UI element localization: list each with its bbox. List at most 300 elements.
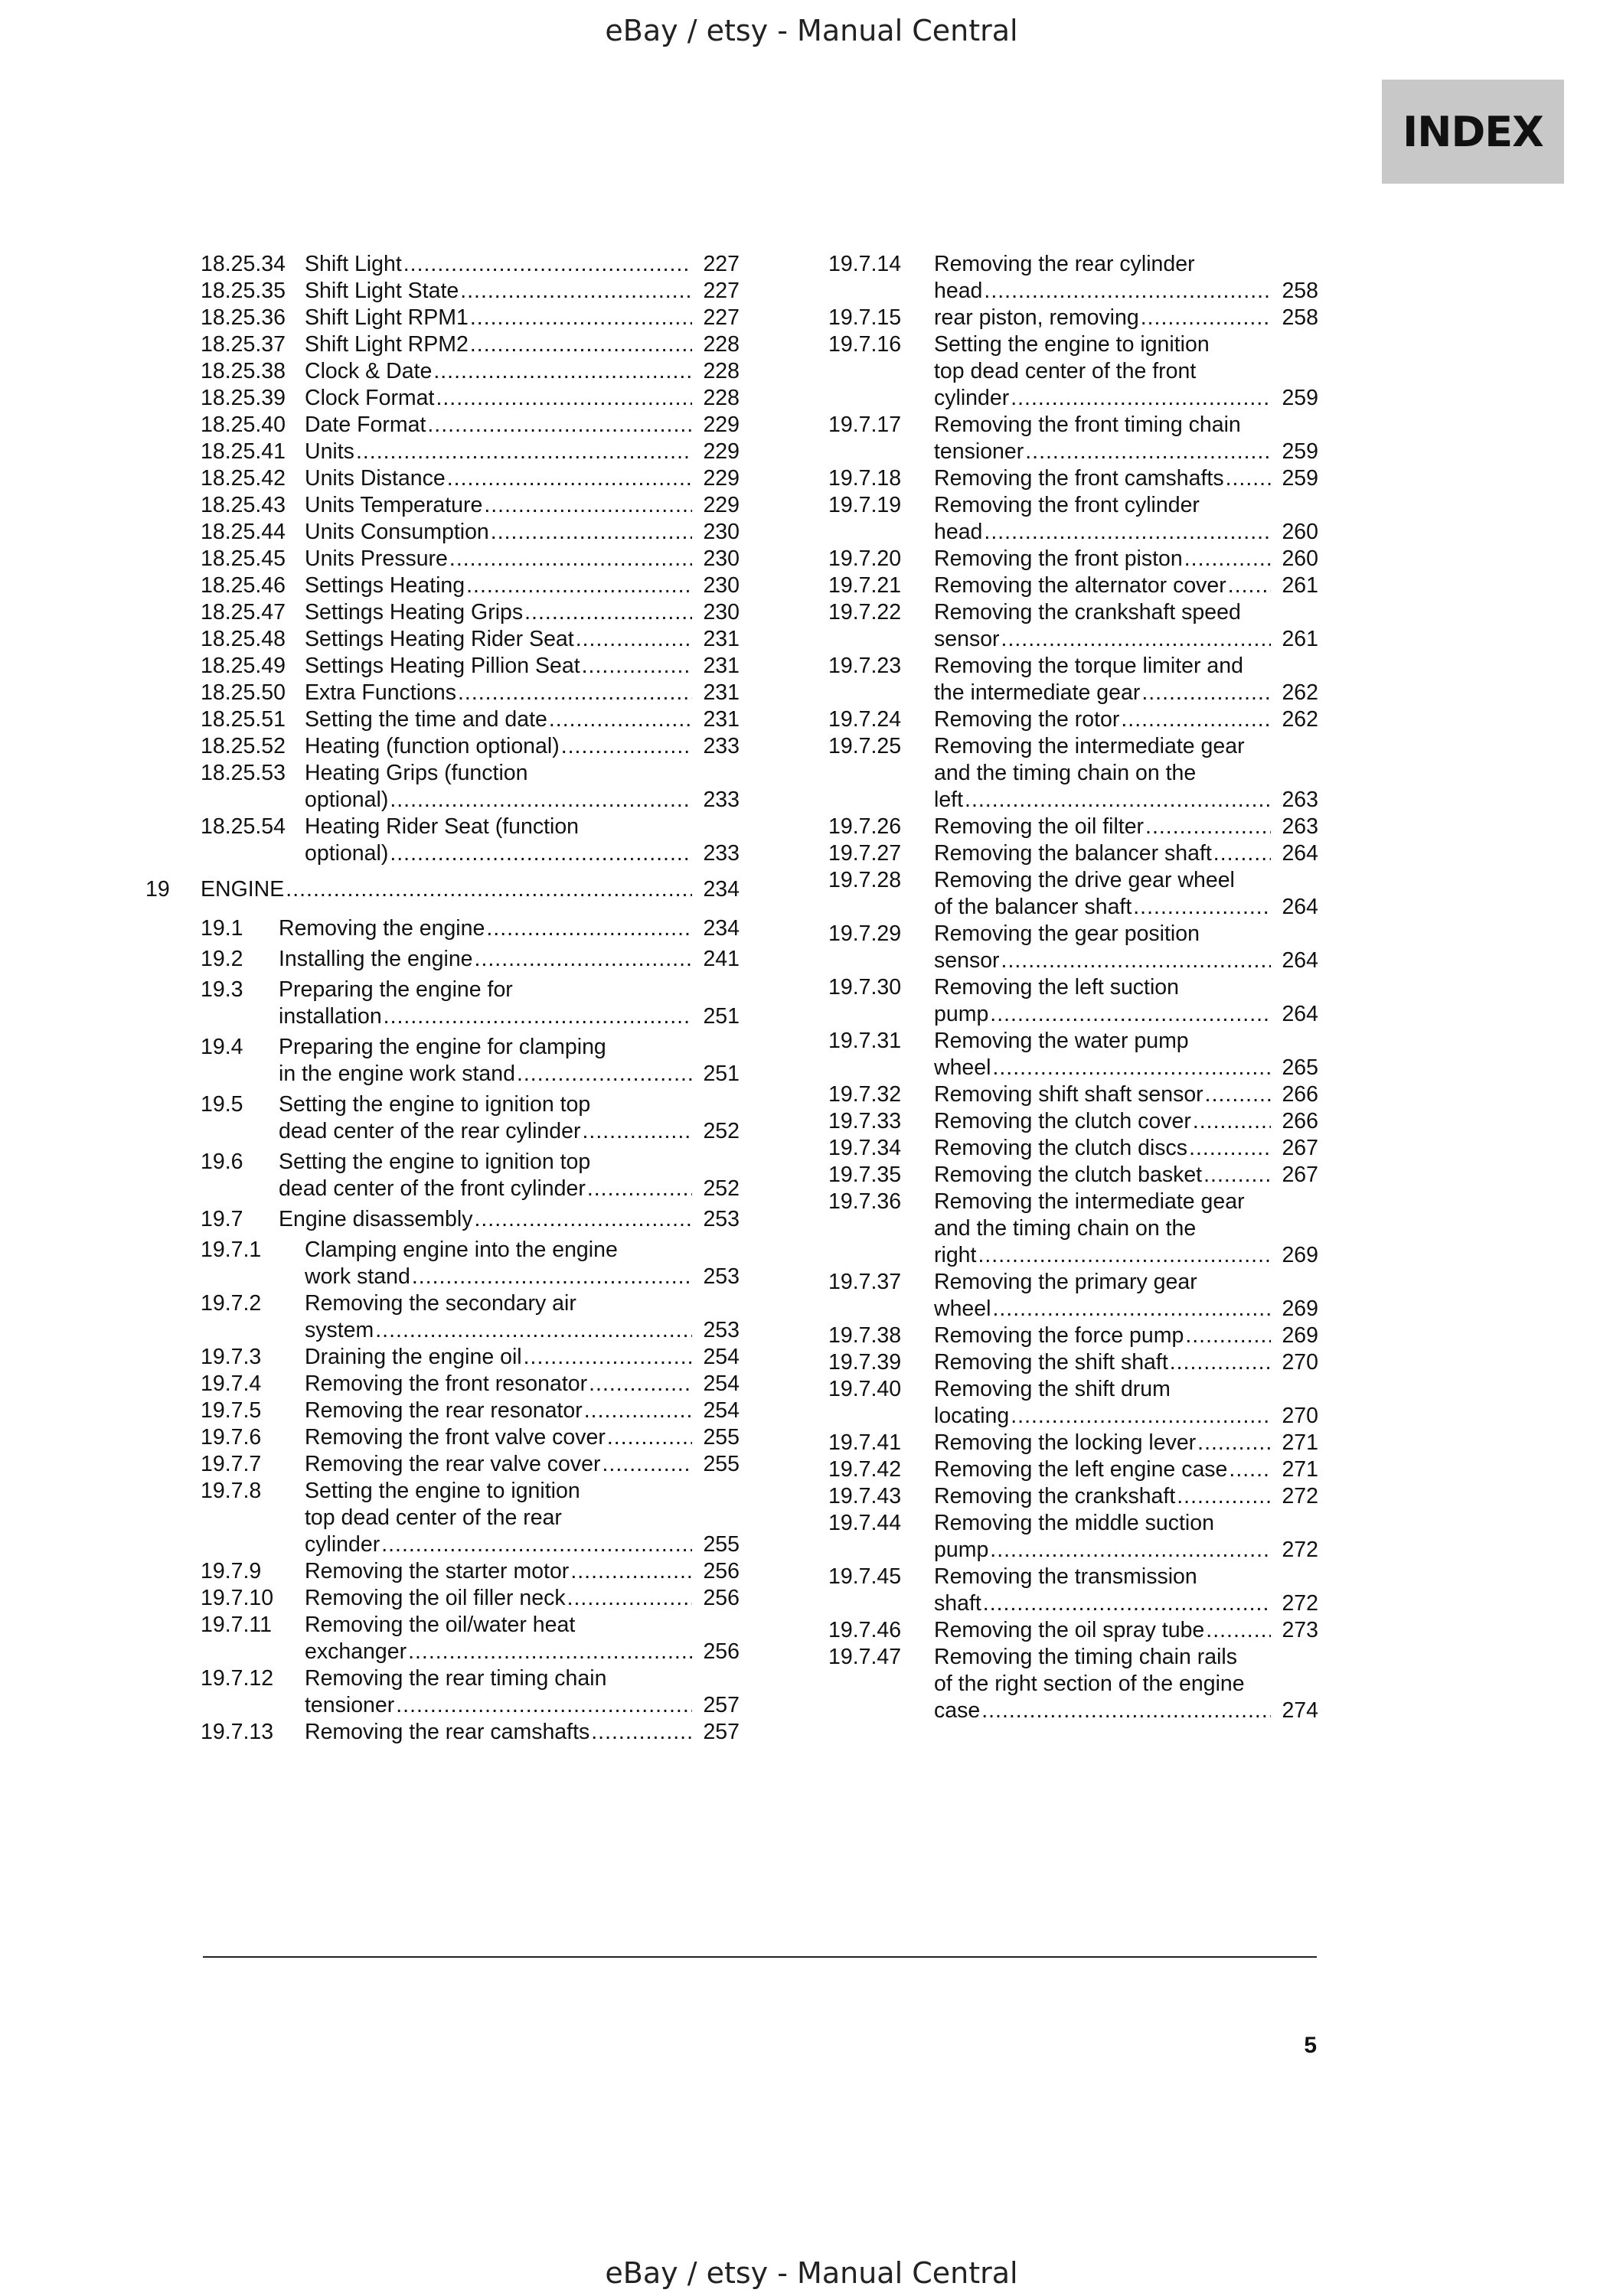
- toc-entry[interactable]: [828, 1135, 1318, 1162]
- toc-entry[interactable]: [828, 1028, 1318, 1081]
- toc-entry-body: [934, 1108, 1318, 1135]
- toc-entry-body: [934, 1189, 1318, 1269]
- toc-entry-last-line: [934, 1403, 1318, 1430]
- toc-entry-page: 271: [1282, 1430, 1318, 1455]
- toc-entry[interactable]: [201, 1034, 740, 1088]
- toc-entry-body: [934, 840, 1318, 867]
- toc-entry-last-line: [305, 653, 740, 680]
- toc-entry-last-line: [305, 1397, 740, 1424]
- toc-entry-number: 19.7.31: [828, 1029, 902, 1053]
- toc-entry[interactable]: [201, 1290, 740, 1344]
- toc-entry-title-line: Units Pressure: [305, 546, 448, 571]
- toc-entry-title-line: Shift Light RPM1: [305, 305, 469, 330]
- toc-entry[interactable]: [201, 1344, 740, 1371]
- toc-entry-page: 264: [1282, 841, 1318, 866]
- toc-entry-title-line: Removing the crankshaft speed: [934, 600, 1241, 625]
- dot-leader: [984, 278, 1271, 305]
- toc-entry-page: 231: [703, 654, 740, 678]
- toc-entry-page: 258: [1282, 305, 1318, 330]
- toc-entry[interactable]: [201, 331, 740, 358]
- toc-entry-last-line: [934, 1590, 1318, 1617]
- toc-entry-title-line: Units Consumption: [305, 520, 489, 544]
- dot-leader: [408, 1639, 692, 1665]
- toc-entry-number: 19.7.19: [828, 493, 902, 517]
- toc-entry[interactable]: [828, 1081, 1318, 1108]
- toc-entry-number: 19.7.38: [828, 1323, 902, 1348]
- toc-entry[interactable]: [828, 1564, 1318, 1617]
- toc-entry[interactable]: [828, 1189, 1318, 1269]
- toc-entry[interactable]: [201, 1397, 740, 1424]
- toc-entry[interactable]: [828, 599, 1318, 653]
- toc-entry-body: [279, 977, 740, 1030]
- toc-entry-number: 19.5: [201, 1092, 243, 1117]
- toc-entry-page: 231: [703, 627, 740, 651]
- toc-entry[interactable]: [201, 760, 740, 814]
- toc-entry-body: [201, 876, 740, 903]
- toc-entry[interactable]: [201, 1091, 740, 1145]
- toc-entry-last-line: [934, 1456, 1318, 1483]
- toc-entry-page: 263: [1282, 788, 1318, 812]
- toc-entry-title-line: Date Format: [305, 413, 426, 437]
- toc-entry-last-line: [934, 572, 1318, 599]
- toc-entry-last-line: [934, 1001, 1318, 1028]
- toc-entry-last-line: [305, 358, 740, 385]
- dot-leader: [582, 653, 692, 680]
- dot-leader: [570, 1558, 692, 1585]
- toc-entry-number: 18.25.39: [201, 386, 286, 410]
- dot-leader: [584, 1397, 692, 1424]
- toc-entry[interactable]: [828, 251, 1318, 305]
- toc-entry-body: [305, 385, 740, 412]
- toc-entry-body: [934, 706, 1318, 733]
- toc-entry[interactable]: [828, 1644, 1318, 1724]
- toc-entry-title-line: Removing the intermediate gear: [934, 1189, 1245, 1214]
- index-tab: INDEX: [1382, 80, 1564, 184]
- toc-entry-page: 257: [703, 1720, 740, 1744]
- toc-entry-page: 254: [703, 1398, 740, 1423]
- toc-entry-page: 260: [1282, 546, 1318, 571]
- toc-entry-number: 18.25.46: [201, 573, 286, 598]
- toc-entry[interactable]: [828, 733, 1318, 814]
- toc-entry-body: [305, 653, 740, 680]
- toc-entry-last-line: [305, 626, 740, 653]
- toc-entry[interactable]: [828, 1483, 1318, 1510]
- toc-entry-title-line: of the balancer shaft: [934, 895, 1132, 919]
- toc-entry-title-line: work stand: [305, 1264, 410, 1289]
- dot-leader: [449, 546, 692, 572]
- toc-entry-body: [934, 1483, 1318, 1510]
- dot-leader: [375, 1317, 692, 1344]
- toc-entry-body: [305, 1397, 740, 1424]
- toc-entry[interactable]: [201, 465, 740, 492]
- toc-entry[interactable]: [201, 251, 740, 278]
- toc-entry[interactable]: [828, 572, 1318, 599]
- toc-entry[interactable]: [828, 974, 1318, 1028]
- toc-entry-page: 228: [703, 359, 740, 383]
- toc-entry-title-line: Removing the locking lever: [934, 1430, 1197, 1455]
- toc-entry[interactable]: [828, 1108, 1318, 1135]
- toc-entry-title-line: Setting the time and date: [305, 707, 547, 732]
- toc-entry[interactable]: [201, 915, 740, 942]
- toc-entry-number: 19.7.26: [828, 814, 902, 839]
- toc-entry-last-line: [305, 733, 740, 760]
- toc-entry-page: 241: [703, 947, 740, 971]
- toc-entry-title-line: Removing the secondary air: [305, 1291, 576, 1316]
- toc-entry[interactable]: [828, 706, 1318, 733]
- dot-leader: [286, 876, 692, 903]
- toc-entry[interactable]: [828, 653, 1318, 706]
- toc-entry-number: 19.7.23: [828, 654, 902, 678]
- toc-entry-last-line: [934, 1483, 1318, 1510]
- toc-entry-body: [305, 439, 740, 465]
- toc-entry-page: 265: [1282, 1055, 1318, 1080]
- toc-entry-last-line: [934, 305, 1318, 331]
- toc-entry-title-line: Removing the oil filter: [934, 814, 1145, 839]
- toc-entry-title-line: Clock & Date: [305, 359, 433, 383]
- toc-entry-title-line: Settings Heating Pillion Seat: [305, 654, 580, 678]
- dot-leader: [1203, 1162, 1271, 1189]
- dot-leader: [390, 787, 692, 814]
- toc-entry-body: [305, 1371, 740, 1397]
- toc-entry-page: 262: [1282, 707, 1318, 732]
- toc-entry-title-line: head: [934, 279, 983, 303]
- toc-entry[interactable]: [828, 867, 1318, 921]
- toc-entry[interactable]: [828, 840, 1318, 867]
- toc-entry-title-line: Removing the transmission: [934, 1564, 1197, 1589]
- toc-entry-page: 234: [703, 877, 740, 902]
- dot-leader: [981, 1698, 1271, 1724]
- toc-entry-last-line: [305, 305, 740, 331]
- toc-entry-title-line: Preparing the engine for: [279, 977, 513, 1002]
- toc-entry[interactable]: [201, 599, 740, 626]
- toc-entry-last-line: [305, 599, 740, 626]
- toc-entry[interactable]: [201, 1665, 740, 1719]
- toc-entry-number: 19.7.35: [828, 1163, 902, 1187]
- dot-leader: [561, 733, 692, 760]
- toc-entry-title-line: Removing the left engine case: [934, 1457, 1228, 1482]
- toc-entry-title-line: Removing the clutch discs: [934, 1136, 1188, 1160]
- toc-entry-last-line: [305, 412, 740, 439]
- dot-leader: [470, 331, 692, 358]
- toc-entry-body: [305, 572, 740, 599]
- toc-entry-title-line: ENGINE: [201, 877, 285, 902]
- toc-entry-number: 19.7.12: [201, 1666, 274, 1691]
- toc-entry-body: [305, 1612, 740, 1665]
- toc-entry-number: 19.7.1: [201, 1238, 262, 1262]
- dot-leader: [1189, 1135, 1271, 1162]
- toc-entry[interactable]: [201, 946, 740, 973]
- toc-entry-last-line: [934, 680, 1318, 706]
- toc-entry-page: 229: [703, 466, 740, 491]
- toc-entry-page: 253: [703, 1318, 740, 1342]
- toc-entry-title-line: Removing the intermediate gear: [934, 734, 1245, 758]
- toc-entry-page: 233: [703, 734, 740, 758]
- header-watermark: eBay / etsy - Manual Central: [605, 14, 1018, 47]
- toc-entry-title-line: Removing the crankshaft: [934, 1484, 1176, 1508]
- toc-entry-page: 266: [1282, 1109, 1318, 1133]
- toc-entry-title-line: cylinder: [934, 386, 1010, 410]
- toc-entry-number: 18.25.40: [201, 413, 286, 437]
- toc-entry-last-line: [934, 840, 1318, 867]
- toc-entry[interactable]: [828, 1349, 1318, 1376]
- toc-entry-number: 19.7.32: [828, 1082, 902, 1107]
- toc-entry[interactable]: [201, 1424, 740, 1451]
- dot-leader: [607, 1424, 692, 1451]
- toc-entry[interactable]: [828, 305, 1318, 331]
- toc-entry-body: [305, 546, 740, 572]
- toc-entry-page: 251: [703, 1062, 740, 1086]
- toc-entry[interactable]: [201, 305, 740, 331]
- toc-entry[interactable]: [201, 1149, 740, 1202]
- dot-leader: [591, 1719, 692, 1746]
- toc-entry[interactable]: [201, 1478, 740, 1558]
- toc-entry[interactable]: [828, 1430, 1318, 1456]
- toc-entry-page: 229: [703, 493, 740, 517]
- toc-entry[interactable]: [201, 412, 740, 439]
- dot-leader: [466, 572, 692, 599]
- toc-entry-number: 18.25.35: [201, 279, 286, 303]
- toc-entry-number: 19.7.45: [828, 1564, 902, 1589]
- toc-entry-number: 19.7.47: [828, 1645, 902, 1669]
- toc-entry-title-line: Removing the primary gear: [934, 1270, 1197, 1294]
- toc-entry-page: 230: [703, 520, 740, 544]
- toc-entry-body: [305, 1344, 740, 1371]
- toc-entry-number: 19.7.43: [828, 1484, 902, 1508]
- dot-leader: [983, 1590, 1271, 1617]
- toc-entry[interactable]: [828, 921, 1318, 974]
- toc-entry-page: 269: [1282, 1296, 1318, 1321]
- toc-entry[interactable]: [201, 358, 740, 385]
- toc-entry[interactable]: [828, 1617, 1318, 1644]
- toc-entry-body: [305, 1719, 740, 1746]
- toc-entry[interactable]: [201, 680, 740, 706]
- dot-leader: [517, 1061, 692, 1088]
- toc-entry-number: 19.3: [201, 977, 243, 1002]
- toc-entry-title-line: and the timing chain on the: [934, 761, 1197, 785]
- toc-entry-title-line: Settings Heating: [305, 573, 465, 598]
- toc-entry-body: [934, 1322, 1318, 1349]
- toc-entry-last-line: [934, 1296, 1318, 1322]
- toc-entry-title-line: Removing the oil filler neck: [305, 1586, 566, 1610]
- toc-entry-last-line: [934, 814, 1318, 840]
- toc-entry-body: [934, 305, 1318, 331]
- dot-leader: [1177, 1483, 1271, 1510]
- toc-entry-title-line: right: [934, 1243, 977, 1267]
- dot-leader: [433, 358, 692, 385]
- toc-entry-last-line: [279, 1206, 740, 1233]
- toc-entry-number: 18.25.44: [201, 520, 286, 544]
- toc-entry[interactable]: [828, 331, 1318, 412]
- toc-entry-number: 19.4: [201, 1035, 243, 1059]
- toc-entry[interactable]: [201, 1206, 740, 1233]
- toc-entry-last-line: [305, 1531, 740, 1558]
- toc-entry[interactable]: [201, 519, 740, 546]
- toc-entry-page: 264: [1282, 948, 1318, 973]
- dot-leader: [384, 1003, 692, 1030]
- toc-entry-title-line: system: [305, 1318, 374, 1342]
- toc-entry[interactable]: [201, 626, 740, 653]
- toc-entry-page: 272: [1282, 1484, 1318, 1508]
- toc-entry-body: [305, 626, 740, 653]
- toc-entry-title-line: Heating Rider Seat (function: [305, 814, 580, 839]
- toc-entry-title-line: wheel: [934, 1055, 991, 1080]
- toc-entry[interactable]: [828, 1162, 1318, 1189]
- toc-entry-page: 270: [1282, 1350, 1318, 1375]
- toc-entry-page: 258: [1282, 279, 1318, 303]
- toc-entry-page: 259: [1282, 439, 1318, 464]
- toc-entry-body: [305, 1424, 740, 1451]
- toc-entry-page: 234: [703, 916, 740, 941]
- toc-entry-body: [305, 412, 740, 439]
- toc-entry[interactable]: [828, 1269, 1318, 1322]
- toc-entry-number: 19.7.46: [828, 1618, 902, 1642]
- toc-entry-body: [934, 546, 1318, 572]
- toc-entry-title-line: Removing the rear timing chain: [305, 1666, 607, 1691]
- dot-leader: [1228, 572, 1271, 599]
- dot-leader: [1213, 840, 1271, 867]
- toc-entry-title-line: Preparing the engine for clamping: [279, 1035, 606, 1059]
- toc-entry-number: 18.25.49: [201, 654, 286, 678]
- toc-entry-title-line: Removing the alternator cover: [934, 573, 1226, 598]
- toc-entry-page: 231: [703, 707, 740, 732]
- toc-entry-body: [305, 760, 740, 814]
- toc-entry[interactable]: [201, 653, 740, 680]
- toc-entry-title-line: Heating Grips (function: [305, 761, 528, 785]
- dot-leader: [589, 1371, 692, 1397]
- toc-entry-number: 19.7.18: [828, 466, 902, 491]
- toc-entry[interactable]: [145, 876, 740, 903]
- toc-entry[interactable]: [201, 546, 740, 572]
- toc-entry[interactable]: [828, 1322, 1318, 1349]
- toc-entry-last-line: [305, 331, 740, 358]
- toc-entry[interactable]: [201, 1585, 740, 1612]
- toc-entry-number: 19.6: [201, 1150, 243, 1174]
- toc-entry-number: 18.25.36: [201, 305, 286, 330]
- dot-leader: [582, 1118, 692, 1145]
- toc-entry-title-line: Removing the rear cylinder: [934, 252, 1195, 276]
- toc-entry-last-line: [305, 492, 740, 519]
- toc-entry-body: [934, 1617, 1318, 1644]
- toc-entry-body: [305, 331, 740, 358]
- toc-entry-page: 231: [703, 680, 740, 705]
- dot-leader: [992, 1296, 1271, 1322]
- toc-entry-number: 19.7.11: [201, 1613, 272, 1637]
- page-number: 5: [1304, 2033, 1317, 2058]
- dot-leader: [603, 1451, 692, 1478]
- toc-entry[interactable]: [201, 492, 740, 519]
- toc-entry-title-line: Removing the front resonator: [305, 1371, 588, 1396]
- dot-leader: [1184, 546, 1271, 572]
- toc-entry[interactable]: [201, 706, 740, 733]
- toc-entry-title-line: Removing the front timing chain: [934, 413, 1241, 437]
- toc-entry-title-line: Engine disassembly: [279, 1207, 473, 1231]
- toc-entry-body: [934, 1456, 1318, 1483]
- toc-entry-page: 227: [703, 252, 740, 276]
- toc-entry-page: 229: [703, 413, 740, 437]
- toc-entry-last-line: [934, 626, 1318, 653]
- toc-entry-last-line: [934, 278, 1318, 305]
- toc-entry[interactable]: [201, 1719, 740, 1746]
- toc-entry-body: [934, 1430, 1318, 1456]
- toc-entry-page: 272: [1282, 1591, 1318, 1616]
- toc-entry[interactable]: [201, 1612, 740, 1665]
- toc-entry-title-line: Removing the rear resonator: [305, 1398, 583, 1423]
- toc-entry-title-line: Removing the front camshafts: [934, 466, 1224, 491]
- toc-entry[interactable]: [828, 546, 1318, 572]
- toc-entry-last-line: [305, 1371, 740, 1397]
- toc-entry-last-line: [279, 946, 740, 973]
- toc-entry[interactable]: [828, 1456, 1318, 1483]
- toc-entry-page: 264: [1282, 1002, 1318, 1026]
- toc-entry-page: 262: [1282, 680, 1318, 705]
- toc-entry[interactable]: [828, 1510, 1318, 1564]
- toc-entry-page: 254: [703, 1345, 740, 1369]
- dot-leader: [447, 465, 692, 492]
- toc-entry[interactable]: [201, 385, 740, 412]
- toc-entry-title-line: Removing the clutch cover: [934, 1109, 1191, 1133]
- toc-entry-number: 18.25.37: [201, 332, 286, 357]
- toc-entry-last-line: [305, 278, 740, 305]
- toc-entry-page: 263: [1282, 814, 1318, 839]
- toc-entry[interactable]: [828, 465, 1318, 492]
- toc-entry-last-line: [305, 1692, 740, 1719]
- toc-entry[interactable]: [201, 1237, 740, 1290]
- toc-entry-page: 255: [703, 1425, 740, 1450]
- toc-entry-body: [934, 867, 1318, 921]
- toc-entry-title-line: Removing the gear position: [934, 921, 1200, 946]
- dot-leader: [1001, 947, 1271, 974]
- dot-leader: [1229, 1456, 1271, 1483]
- toc-entry[interactable]: [201, 1451, 740, 1478]
- toc-entry-number: 19.7.30: [828, 975, 902, 1000]
- toc-entry[interactable]: [201, 572, 740, 599]
- dot-leader: [486, 915, 692, 942]
- toc-entry[interactable]: [828, 492, 1318, 546]
- toc-entry[interactable]: [201, 1371, 740, 1397]
- toc-entry-title-line: Shift Light: [305, 252, 402, 276]
- toc-entry-page: 259: [1282, 386, 1318, 410]
- toc-entry-body: [305, 1665, 740, 1719]
- toc-entry[interactable]: [201, 733, 740, 760]
- toc-entry[interactable]: [201, 814, 740, 867]
- toc-entry-number: 19.7.33: [828, 1109, 902, 1133]
- toc-entry-number: 19.7.21: [828, 573, 902, 598]
- toc-entry-last-line: [201, 876, 740, 903]
- toc-entry-body: [279, 1091, 740, 1145]
- toc-entry-page: 227: [703, 279, 740, 303]
- toc-entry[interactable]: [828, 412, 1318, 465]
- dot-leader: [992, 1055, 1271, 1081]
- toc-entry[interactable]: [828, 1376, 1318, 1430]
- toc-entry-title-line: Clamping engine into the engine: [305, 1238, 618, 1262]
- toc-entry-number: 19.7.3: [201, 1345, 262, 1369]
- toc-entry[interactable]: [828, 814, 1318, 840]
- toc-entry-title-line: shaft: [934, 1591, 981, 1616]
- toc-entry[interactable]: [201, 439, 740, 465]
- toc-entry[interactable]: [201, 977, 740, 1030]
- dot-leader: [990, 1537, 1271, 1564]
- toc-entry[interactable]: [201, 278, 740, 305]
- toc-entry-last-line: [934, 1055, 1318, 1081]
- toc-entry[interactable]: [201, 1558, 740, 1585]
- toc-entry-title-line: Shift Light RPM2: [305, 332, 469, 357]
- toc-entry-body: [934, 1510, 1318, 1564]
- toc-entry-number: 19.1: [201, 916, 243, 941]
- toc-entry-last-line: [305, 1424, 740, 1451]
- dot-leader: [396, 1692, 692, 1719]
- toc-entry-body: [934, 814, 1318, 840]
- toc-entry-title-line: Units Distance: [305, 466, 446, 491]
